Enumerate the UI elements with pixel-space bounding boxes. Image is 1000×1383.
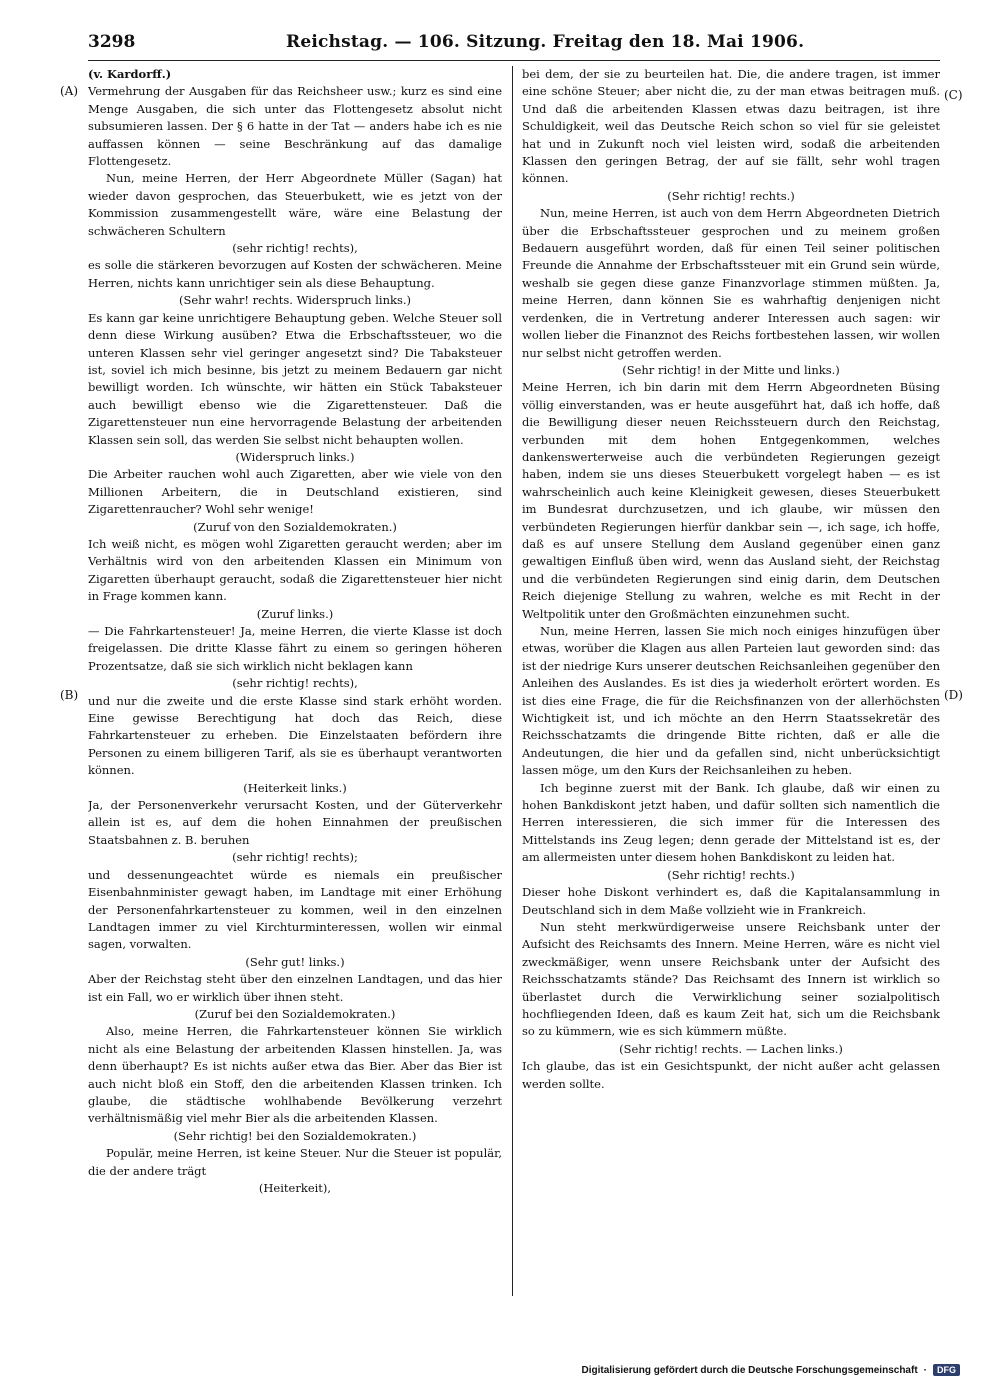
paragraph: — Die Fahrkartensteuer! Ja, meine Herren, die vierte Klasse ist doch freigelassen. Die dritte Klasse fährt zu einem so geringen höheren Prozentsatze, daß sie sich wirklich nicht beklagen kann — [88, 624, 502, 673]
margin-mark-a: (A) — [60, 84, 79, 98]
paragraph: Aber der Reichstag steht über den einzelnen Landtagen, und das hier ist ein Fall, wo er wirklich über ihnen steht. — [88, 972, 502, 1004]
interjection: (Sehr gut! links.) — [245, 954, 345, 969]
paragraph: Es kann gar keine unrichtigere Behauptung geben. Welche Steuer soll denn diese Wirkung ausüben? Etwa die Erbschaftssteuer, wo die unteren Klassen sehr viel geringer angesetzt sind? Die Tabaksteuer ist, soviel ich mich besinne, bis jetzt zu meinem Bedauern gar nicht bewilligt worden. Ich wünschte, wir hätten ein Stück Tabaksteuer auch bewilligt ebenso wie die Zigarettensteuer. Daß die Zigarettensteuer nun eine hervorragende Belastung der arbeitenden Klassen sein soll, das werden Sie selbst nicht behaupten wollen. — [88, 310, 502, 447]
column-divider — [512, 66, 513, 1296]
interjection: (Zuruf links.) — [256, 606, 334, 621]
paragraph: Populär, meine Herren, ist keine Steuer. Nur die Steuer ist populär, die der andere trägt — [88, 1146, 502, 1178]
interjection: (Sehr wahr! rechts. Widerspruch links.) — [179, 293, 411, 308]
header-rule — [88, 60, 940, 61]
interjection: (sehr richtig! rechts); — [232, 850, 358, 865]
interjection: (Zuruf von den Sozialdemokraten.) — [193, 519, 397, 534]
paragraph: Nun, meine Herren, lassen Sie mich noch einiges hinzufügen über etwas, worüber die Klagen aus allen Parteien laut geworden sind: das ist der niedrige Kurs unserer deutschen Reichsanleihen gegenüber den Anleihen des Auslandes. Es ist dies ja wiederholt erörtert worden. Es ist dies eine Frage, die für die Reichsfinanzen von der allerhöchsten Wichtigkeit ist, und ich möchte an den Herrn Staatssekretär des Reichsschatzamts die dringende Bitte richten, daß er alle die Andeutungen, die hier und da gefallen sind, nicht unberücksichtigt lassen möge, um den Kurs der Reichsanleihen zu heben. — [522, 624, 940, 778]
dfg-logo: DFG — [933, 1364, 960, 1376]
interjection: (Sehr richtig! rechts.) — [667, 188, 795, 203]
interjection: (Widerspruch links.) — [235, 449, 355, 464]
margin-mark-c: (C) — [944, 88, 963, 102]
paragraph: Also, meine Herren, die Fahrkartensteuer können Sie wirklich nicht als eine Belastung der arbeitenden Klassen hinstellen. Ja, was denn überhaupt? Es ist nichts außer etwa das Bier. Aber das Bier ist auch nicht bloß ein Stoff, den die arbeitenden Klassen trinken. Ich glaube, die städtische wohlhabende Bevölkerung verzehrt verhältnismäßig viel mehr Bier als die arbeitenden Klassen. — [88, 1024, 502, 1126]
paragraph: Dieser hohe Diskont verhindert es, daß die Kapitalansammlung in Deutschland sich in dem Maße vollzieht wie in Frankreich. — [522, 885, 940, 917]
interjection: (Heiterkeit links.) — [243, 780, 347, 795]
interjection: (sehr richtig! rechts), — [232, 241, 358, 256]
page-header — [88, 32, 940, 60]
paragraph: Ja, der Personenverkehr verursacht Kosten, und der Güterverkehr allein ist es, auf dem die hohen Einnahmen der preußischen Staatsbahnen z. B. beruhen — [88, 798, 502, 847]
paragraph: Ich beginne zuerst mit der Bank. Ich glaube, daß wir einen zu hohen Bankdiskont jetzt haben, und dafür sollten sich namentlich die Herren interessieren, die sich immer für die Interessen des Mittelstands ins Zeug legen; denn gerade der Mittelstand ist es, der am allermeisten unter diesem hohen Bankdiskont zu leiden hat. — [522, 780, 940, 865]
page-number: 3298 — [88, 32, 136, 52]
left-column — [88, 66, 502, 1306]
paragraph: Ich glaube, das ist ein Gesichtspunkt, der nicht außer acht gelassen werden sollte. — [522, 1059, 940, 1091]
footer-credit: Digitalisierung gefördert durch die Deutsche Forschungsgemeinschaft — [581, 1364, 918, 1376]
interjection: (Sehr richtig! in der Mitte und links.) — [622, 362, 840, 377]
paragraph: Nun, meine Herren, ist auch von dem Herrn Abgeordneten Dietrich über die Erbschaftssteuer gesprochen und zu meinem großen Bedauern ausgeführt worden, daß für einen Teil seiner politischen Freunde die Annahme der Erbschaftssteuer mit ein Grund sein würde, weshalb sie gegen diese ganze Finanzvorlage stimmen müßten. Ja, meine Herren, dann können Sie es wahrhaftig denjenigen nicht verdenken, die in Vertretung anderer Interessen auch sagen: wir wollen lieber die Finanznot des Reichs fortbestehen lassen, wir wollen nur selbst nicht getroffen werden. — [522, 206, 940, 360]
interjection: (Sehr richtig! bei den Sozialdemokraten.) — [173, 1128, 417, 1143]
paragraph: Vermehrung der Ausgaben für das Reichsheer usw.; kurz es sind eine Menge Ausgaben, die sich unter das Flottengesetz absolut nicht subsumieren lassen. Der § 6 hatte in der Tat — anders habe ich es nie auffassen können — seine Beschränkung auf das damalige Flottengesetz. — [88, 84, 502, 169]
paragraph: es solle die stärkeren bevorzugen auf Kosten der schwächeren. Meine Herren, nichts kann unrichtiger sein als diese Behauptung. — [88, 258, 502, 290]
interjection: (sehr richtig! rechts), — [232, 676, 358, 691]
paragraph: Nun, meine Herren, der Herr Abgeordnete Müller (Sagan) hat wieder davon gesprochen, das Steuerbukett, wie es jetzt von der Kommission zusammengestellt wäre, wäre eine Belastung der schwächeren Schultern — [88, 171, 502, 238]
running-title: Reichstag. — 106. Sitzung. Freitag den 18. Mai 1906. — [286, 32, 805, 52]
interjection: (Sehr richtig! rechts.) — [667, 867, 795, 882]
speaker-name: (v. Kardorff.) — [88, 67, 172, 81]
interjection: (Zuruf bei den Sozialdemokraten.) — [194, 1006, 396, 1021]
right-column — [522, 66, 940, 1306]
interjection: (Heiterkeit), — [258, 1181, 332, 1195]
paragraph: Nun steht merkwürdigerweise unsere Reichsbank unter der Aufsicht des Reichsamts des Innern. Meine Herren, wäre es nicht viel zweckmäßiger, wenn unsere Reichsbank unter der Aufsicht des Reichsschatzamts stände? Das Reichsamt des Innern ist wirklich so überlastet durch die Verwirklichung seiner sozialpolitisch hochfliegenden Ideen, daß es kaum Zeit hat, sich um die Reichsbank so zu kümmern, wie es sich kümmern müßte. — [522, 919, 940, 1039]
paragraph: Ich weiß nicht, es mögen wohl Zigaretten geraucht werden; aber im Verhältnis wird von den arbeitenden Klassen ein Minimum von Zigaretten überhaupt geraucht, sodaß die Zigarettensteuer hier nicht in Frage kommen kann. — [88, 536, 502, 604]
paragraph: und nur die zweite und die erste Klasse sind stark erhöht worden. Eine gewisse Berechtigung hat doch das Reich, diese Fahrkartensteuer zu erheben. Die Einzelstaaten befördern ihre Personen zu einem billigeren Tarif, als sie es überhaupt verantworten können. — [88, 693, 502, 778]
footer: Digitalisierung gefördert durch die Deutsche Forschungsgemeinschaft · DFG — [581, 1364, 960, 1376]
margin-mark-d: (D) — [944, 688, 963, 702]
interjection: (Sehr richtig! rechts. — Lachen links.) — [619, 1041, 843, 1056]
paragraph: bei dem, der sie zu beurteilen hat. Die, die andere tragen, ist immer eine schöne Steuer; aber nicht die, zu der man etwas beitragen muß. Und daß die arbeitenden Klassen etwas dazu beitragen, ist ihre Schuldigkeit, weil das Deutsche Reich schon so viel für sie geleistet hat und in Zukunft noch viel leisten wird, sodaß die arbeitenden Klassen den geringen Betrag, der auf sie fällt, sehr wohl tragen können. — [522, 67, 940, 186]
paragraph: und dessenungeachtet würde es niemals ein preußischer Eisenbahnminister gewagt haben, im Landtage mit einer Erhöhung der Personenfahrkartensteuer zu kommen, weil in den einzelnen Landtagen immer zu viel Kirchturminteressen, wollen wir einmal sagen, vorwalten. — [88, 867, 502, 952]
margin-mark-b: (B) — [60, 688, 79, 702]
paragraph: Die Arbeiter rauchen wohl auch Zigaretten, aber wie viele von den Millionen Arbeitern, die in Deutschland existieren, sind Zigarettenraucher? Wohl sehr wenige! — [88, 467, 502, 517]
paragraph: Meine Herren, ich bin darin mit dem Herrn Abgeordneten Büsing völlig einverstanden, was er heute ausgeführt hat, daß ich hoffe, daß die Bewilligung dieser neuen Reichssteuern durch den Reichstag, verbunden mit dem hohen Entgegenkommen, welches dankenswerterweise auch die verbündeten Regierungen gezeigt haben, indem sie uns dieses Steuerbukett vorgelegt haben — es ist wahrscheinlich auch keine Kleinigkeit gewesen, dieses Steuerbukett im Bundesrat durchzusetzen, und ich glaube, wir müssen den verbündeten Regierungen hierfür dankbar sein —, ich sage, ich hoffe, daß es auf unsere Stellung dem Ausland gegenüber einen ganz gewaltigen Einfluß üben wird, wenn das Ausland sieht, der Reichstag und die verbündeten Regierungen sind einig darin, dem Deutschen Reich diejenige Stellung zu wahren, welche es mit Recht in der Weltpolitik unter den Großmächten einzunehmen sucht. — [522, 380, 940, 621]
